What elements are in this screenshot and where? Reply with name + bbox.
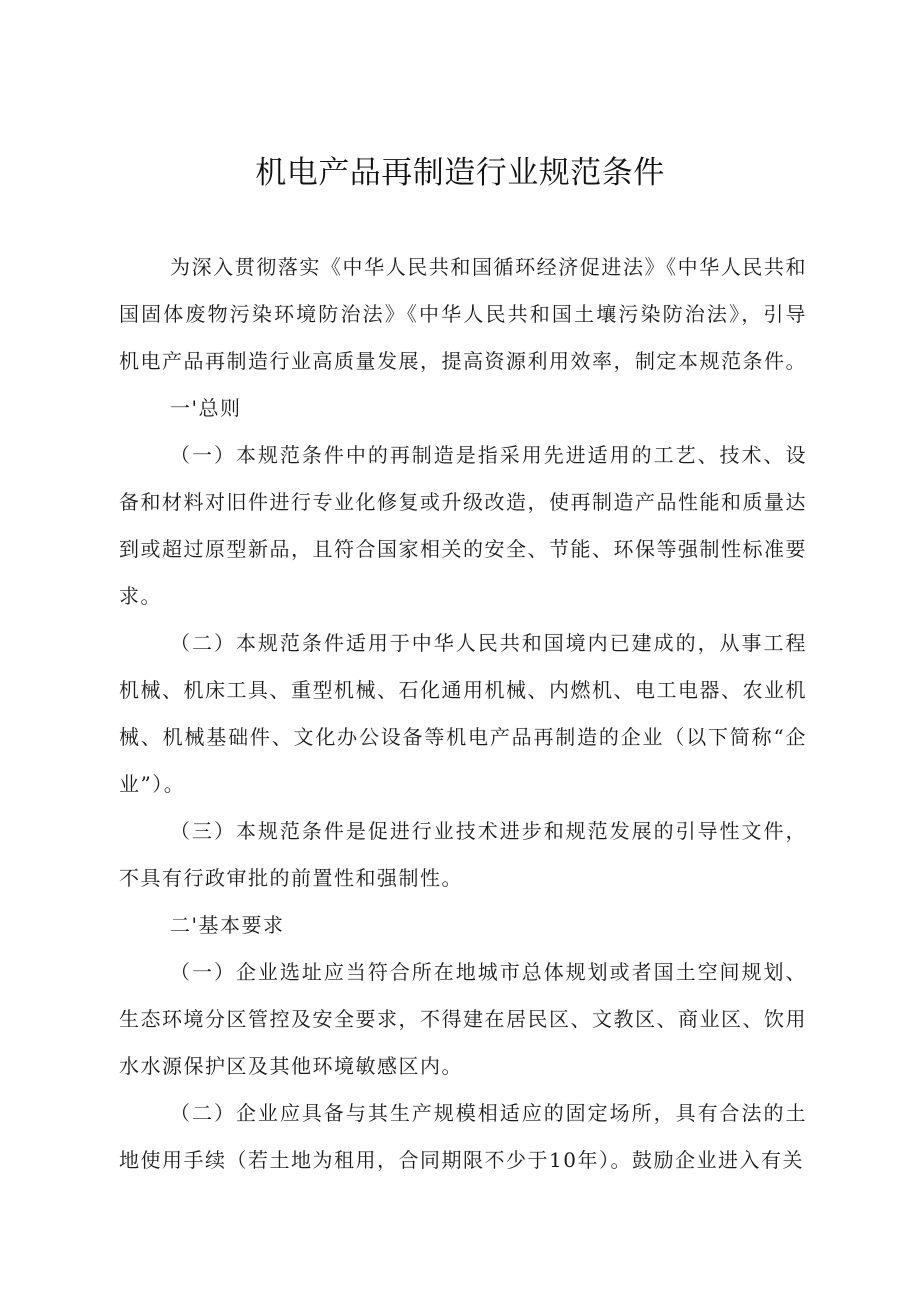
- document-title: 机电产品再制造行业规范条件: [255, 155, 665, 191]
- basic-requirement-2: （二）企业应具备与其生产规模相适应的固定场所，具有合法的土地使用手续（若土地为租用，合同期限不少于10年）。鼓励企业进入有关: [119, 1101, 807, 1172]
- section-heading-general: 一'总则: [170, 396, 242, 420]
- general-clause-1: （一）本规范条件中的再制造是指采用先进适用的工艺、技术、设备和材料对旧件进行专业化修复或升级改造，使再制造产品性能和质量达到或超过原型新品，且符合国家相关的安全、节能、环保等强制性标准要求。: [119, 443, 807, 608]
- general-clause-2: （二）本规范条件适用于中华人民共和国境内已建成的，从事工程机械、机床工具、重型机械、石化通用机械、内燃机、电工电器、农业机械、机械基础件、文化办公设备等机电产品再制造的企业（以下简称“企业”）。: [119, 631, 807, 796]
- intro-paragraph: 为深入贯彻落实《中华人民共和国循环经济促进法》《中华人民共和国固体废物污染环境防治法》《中华人民共和国土壤污染防治法》，引导机电产品再制造行业高质量发展，提高资源利用效率，制定本规范条件。: [119, 255, 807, 373]
- document-body: [119, 244, 807, 1184]
- general-clause-3: （三）本规范条件是促进行业技术进步和规范发展的引导性文件，不具有行政审批的前置性和强制性。: [119, 819, 807, 890]
- section-heading-basic-requirements: 二'基本要求: [170, 913, 285, 937]
- basic-requirement-1: （一）企业选址应当符合所在地城市总体规划或者国土空间规划、生态环境分区管控及安全要求，不得建在居民区、文教区、商业区、饮用水水源保护区及其他环境敏感区内。: [119, 960, 807, 1078]
